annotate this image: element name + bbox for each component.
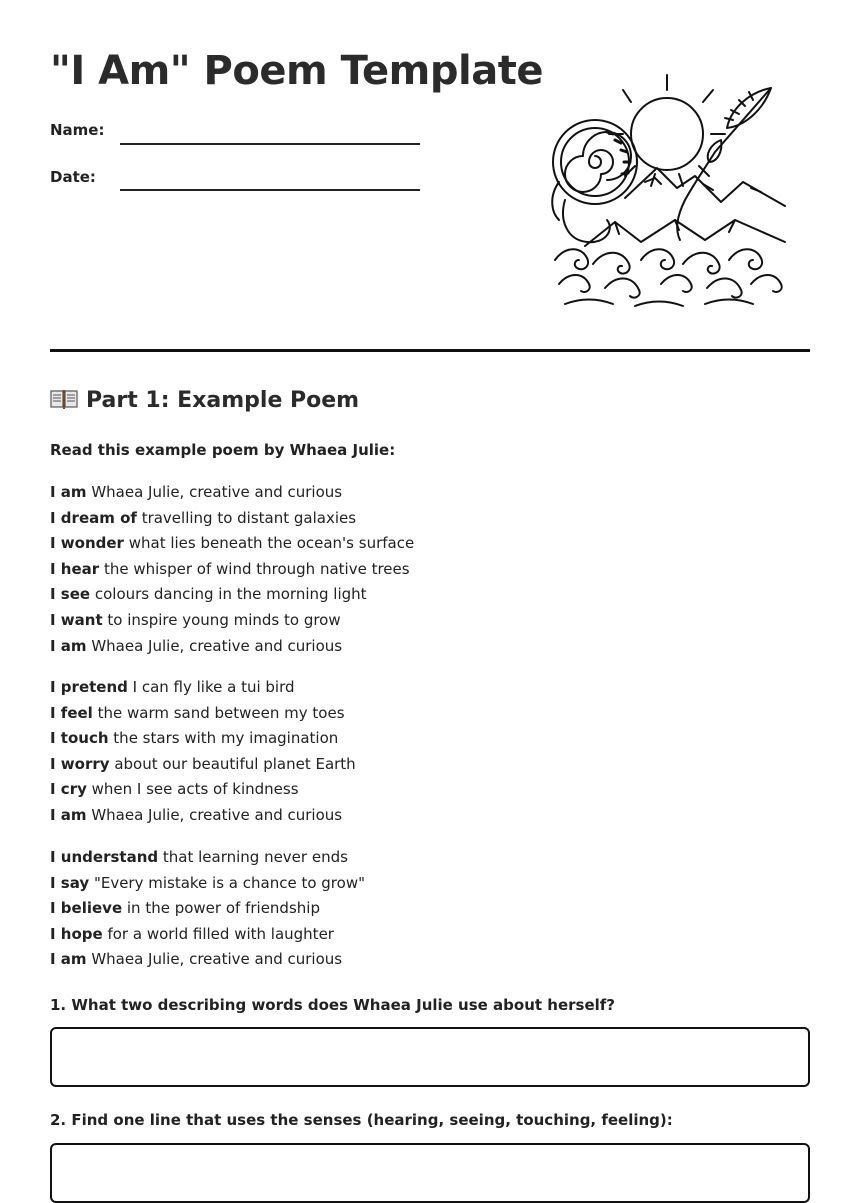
poem-line: I am Whaea Julie, creative and curious	[50, 805, 343, 824]
poem-line: I dream of travelling to distant galaxies	[50, 508, 357, 527]
poem-line: I am Whaea Julie, creative and curious	[50, 483, 343, 501]
poem-line: I hope for a world filled with laughter	[50, 924, 334, 943]
poem-line: I touch the stars with my imagination	[50, 729, 339, 748]
poem-line: I hear the whisper of wind through native trees	[50, 559, 410, 578]
name-label: Name:	[50, 121, 105, 139]
sun-mountains-waves-illustration	[545, 70, 795, 310]
poem-line: I cry when I see acts of kindness	[50, 780, 299, 799]
poem-stanza-2	[50, 675, 356, 829]
poem-line: I say "Every mistake is a chance to grow"	[50, 873, 365, 892]
open-book-icon	[50, 388, 78, 410]
date-label: Date:	[50, 168, 96, 186]
poem-line: I am Whaea Julie, creative and curious	[50, 636, 343, 655]
poem-stanza-3	[50, 845, 365, 973]
poem-line: I am Whaea Julie, creative and curious	[50, 950, 343, 969]
poem-line: I pretend I can fly like a tui bird	[50, 678, 295, 696]
page-title: "I Am" Poem Template	[50, 48, 543, 94]
question-2: 2. Find one line that uses the senses (hearing, seeing, touching, feeling):	[50, 1111, 673, 1129]
section-divider	[50, 349, 810, 352]
poem-line: I believe in the power of friendship	[50, 899, 320, 918]
poem-line: I wonder what lies beneath the ocean's surface	[50, 534, 415, 553]
poem-intro: Read this example poem by Whaea Julie:	[50, 441, 396, 459]
poem-line: I want to inspire young minds to grow	[50, 610, 341, 629]
question-1: 1. What two describing words does Whaea Julie use about herself?	[50, 996, 616, 1014]
poem-stanza-1	[50, 480, 414, 659]
poem-line: I understand that learning never ends	[50, 848, 348, 866]
part1-heading	[50, 388, 359, 413]
part1-heading-text: Part 1: Example Poem	[86, 388, 360, 413]
date-field[interactable]	[120, 189, 420, 191]
poem-line: I see colours dancing in the morning light	[50, 585, 367, 604]
poem-line: I worry about our beautiful planet Earth	[50, 754, 356, 773]
poem-line: I feel the warm sand between my toes	[50, 703, 345, 722]
answer-box-1[interactable]	[50, 1027, 810, 1087]
name-field[interactable]	[120, 143, 420, 145]
answer-box-2[interactable]	[50, 1143, 810, 1203]
